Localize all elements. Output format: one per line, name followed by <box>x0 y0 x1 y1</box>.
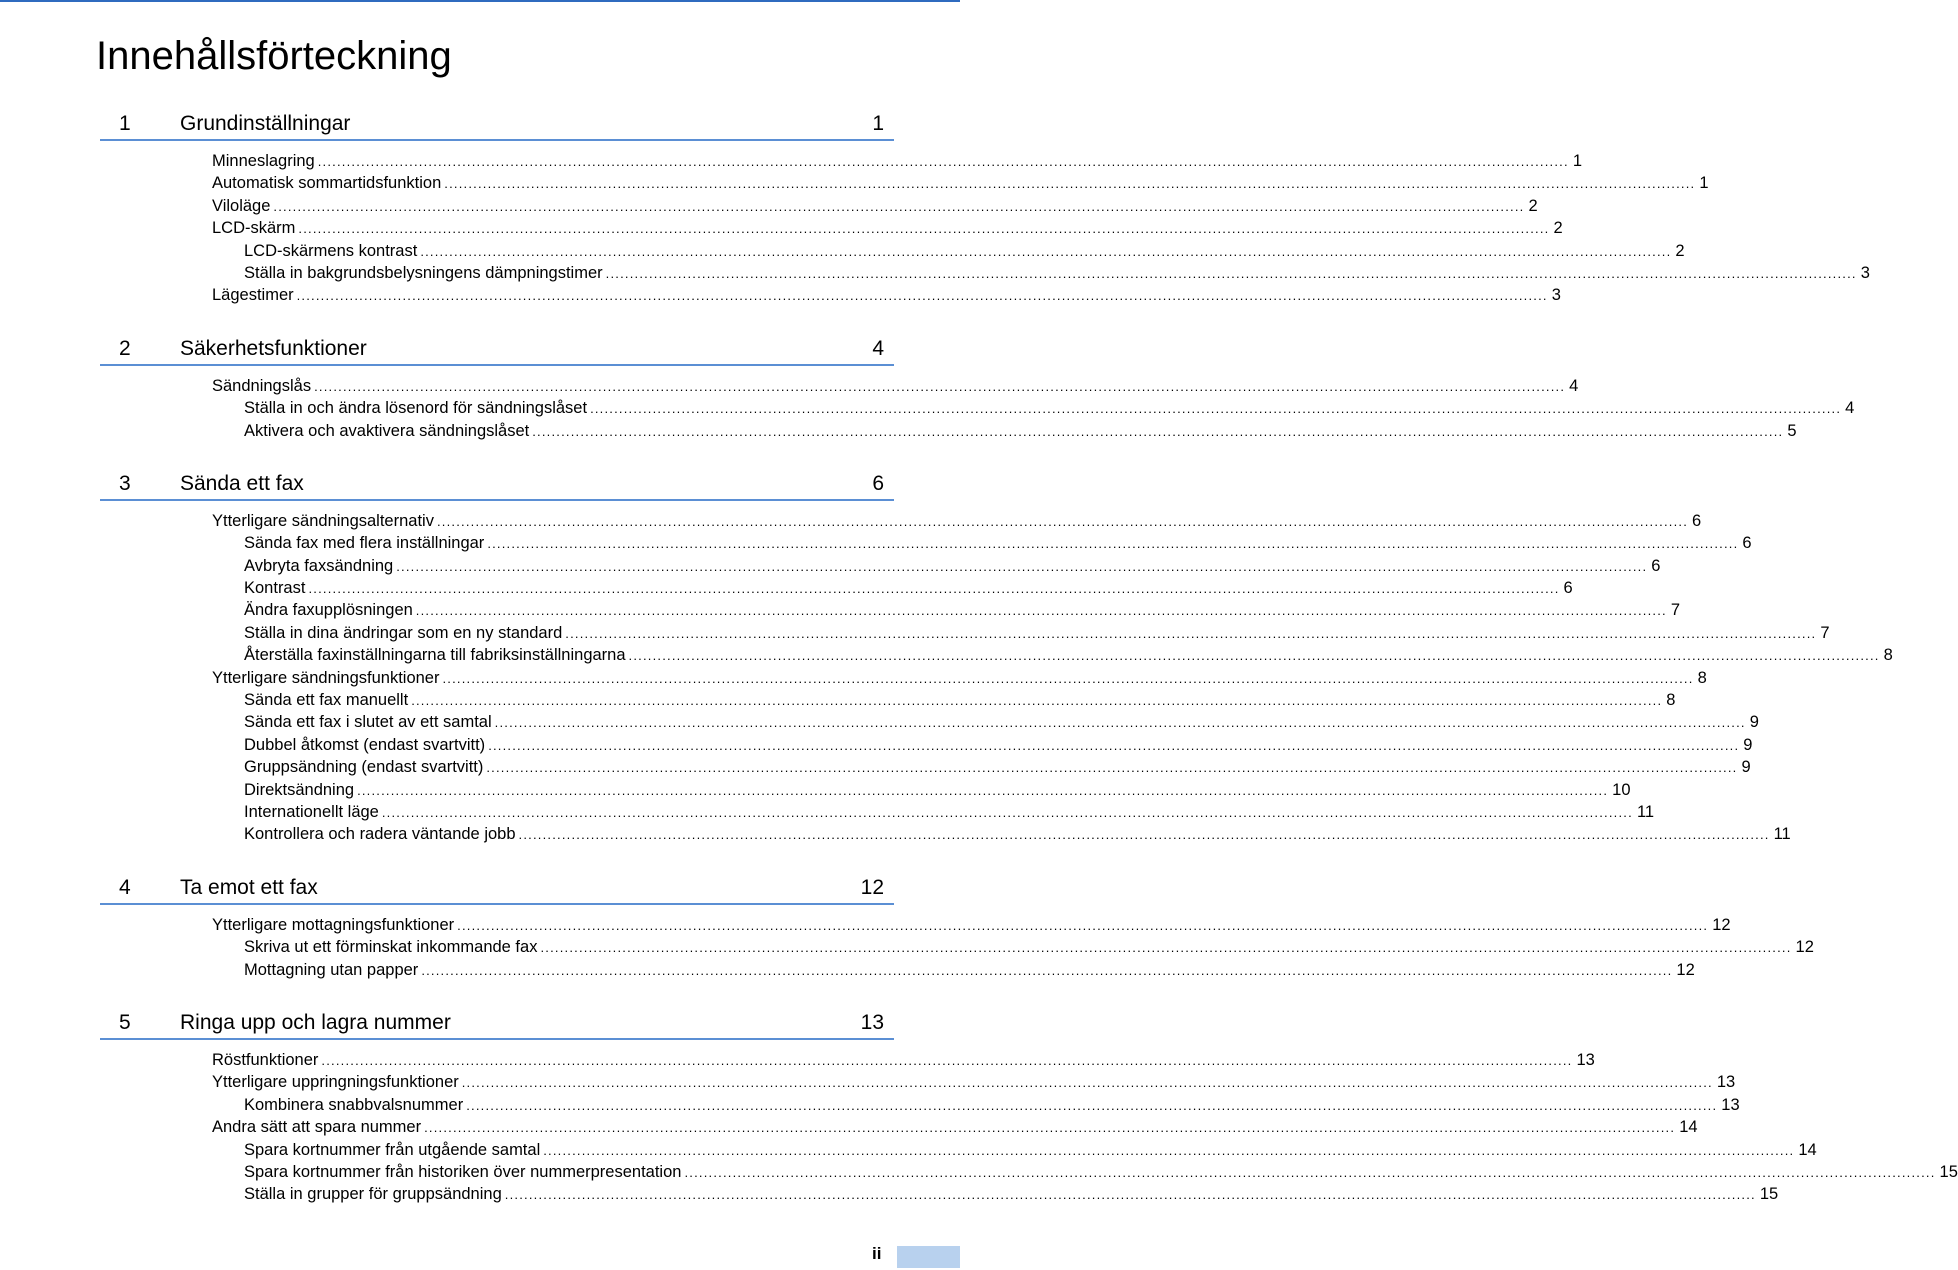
chapter-entries <box>0 510 1893 846</box>
chapter-page-number: 1 <box>872 112 884 135</box>
chapter-title: Ta emot ett fax <box>180 875 318 899</box>
chapter-number: 4 <box>119 875 131 899</box>
toc-subentry[interactable] <box>244 756 1751 778</box>
entry-page-number: 10 <box>1612 780 1631 799</box>
entry-page-number: 4 <box>1569 376 1579 395</box>
entry-page-number: 2 <box>1675 241 1685 260</box>
dot-leader: .................................................................................................................................................................................................................................................................... <box>466 1097 1718 1113</box>
chapter-title: Ringa upp och lagra nummer <box>180 1010 451 1034</box>
entry-title: Automatisk sommartidsfunktion <box>212 174 442 193</box>
toc-subentry[interactable] <box>244 599 1681 621</box>
toc-entry[interactable] <box>212 1116 1698 1138</box>
entry-title: Ställa in grupper för gruppsändning <box>244 1185 502 1204</box>
page-title: Innehållsförteckning <box>96 34 452 78</box>
entry-title: Internationellt läge <box>244 802 379 821</box>
entry-page-number: 6 <box>1651 556 1661 575</box>
entry-page-number: 12 <box>1712 915 1731 934</box>
entry-page-number: 12 <box>1676 960 1695 979</box>
chapter-page-number: 12 <box>860 875 884 899</box>
dot-leader: .................................................................................................................................................................................................................................................................... <box>504 1187 1756 1203</box>
toc-subentry[interactable] <box>244 262 1870 284</box>
dot-leader: .................................................................................................................................................................................................................................................................... <box>628 648 1880 664</box>
chapter-page-number: 6 <box>872 471 884 495</box>
entry-title: Sända fax med flera inställningar <box>244 534 485 553</box>
dot-leader: .................................................................................................................................................................................................................................................................... <box>518 827 1770 843</box>
dot-leader: .................................................................................................................................................................................................................................................................... <box>317 154 1569 169</box>
entry-page-number: 3 <box>1860 263 1870 282</box>
toc-subentry[interactable] <box>244 622 1830 644</box>
dot-leader: .................................................................................................................................................................................................................................................................... <box>421 962 1673 978</box>
top-rule <box>0 0 960 2</box>
toc-subentry[interactable] <box>244 779 1631 801</box>
dot-leader: .................................................................................................................................................................................................................................................................... <box>543 1142 1795 1158</box>
toc-chapter <box>0 100 1870 307</box>
toc-subentry[interactable] <box>244 823 1791 845</box>
entry-page-number: 9 <box>1749 713 1759 732</box>
dot-leader: .................................................................................................................................................................................................................................................................... <box>296 288 1548 304</box>
toc-entry[interactable] <box>212 375 1579 397</box>
entry-title: Ytterligare uppringningsfunktioner <box>212 1073 459 1092</box>
entry-title: Andra sätt att spara nummer <box>212 1118 422 1137</box>
chapter-title: Grundinställningar <box>180 112 351 135</box>
toc-subentry[interactable] <box>244 240 1685 262</box>
entry-page-number: 4 <box>1845 399 1855 418</box>
toc-entry[interactable] <box>212 510 1702 532</box>
toc-entry[interactable] <box>212 217 1563 239</box>
dot-leader: .................................................................................................................................................................................................................................................................... <box>273 198 1525 214</box>
toc-chapter <box>0 325 1855 442</box>
entry-page-number: 1 <box>1699 174 1709 193</box>
entry-page-number: 8 <box>1666 691 1676 710</box>
dot-leader: .................................................................................................................................................................................................................................................................... <box>461 1075 1713 1091</box>
entry-page-number: 13 <box>1721 1095 1740 1114</box>
entry-title: Ställa in dina ändringar som en ny standard <box>244 623 563 642</box>
toc-subentry[interactable] <box>244 397 1855 419</box>
chapter-entries <box>0 1049 1958 1206</box>
entry-title: Viloläge <box>212 196 271 215</box>
chapter-entries <box>0 375 1855 442</box>
dot-leader: .................................................................................................................................................................................................................................................................... <box>396 558 1648 574</box>
entry-page-number: 14 <box>1679 1118 1698 1137</box>
dot-leader: .................................................................................................................................................................................................................................................................... <box>321 1052 1573 1068</box>
entry-title: Spara kortnummer från historiken över nummerpresentation <box>244 1162 682 1181</box>
toc-entry[interactable] <box>212 284 1561 306</box>
dot-leader: .................................................................................................................................................................................................................................................................... <box>532 423 1784 439</box>
toc-subentry[interactable] <box>244 644 1893 666</box>
page-number: ii <box>872 1244 882 1263</box>
entry-title: Direktsändning <box>244 780 355 799</box>
dot-leader: .................................................................................................................................................................................................................................................................... <box>590 401 1842 417</box>
entry-title: Ytterligare mottagningsfunktioner <box>212 915 455 934</box>
toc-chapter <box>0 864 1814 981</box>
dot-leader: .................................................................................................................................................................................................................................................................... <box>415 603 1667 619</box>
entry-title: Skriva ut ett förminskat inkommande fax <box>244 938 538 957</box>
table-of-contents <box>0 100 1958 1206</box>
toc-subentry[interactable] <box>244 959 1695 981</box>
dot-leader: .................................................................................................................................................................................................................................................................... <box>444 176 1696 192</box>
entry-title: Lägestimer <box>212 286 294 305</box>
entry-title: Dubbel åtkomst (endast svartvitt) <box>244 735 486 754</box>
entry-page-number: 14 <box>1798 1140 1817 1159</box>
entry-title: Spara kortnummer från utgående samtal <box>244 1140 541 1159</box>
dot-leader: .................................................................................................................................................................................................................................................................... <box>357 782 1609 798</box>
entry-title: Aktivera och avaktivera sändningslåset <box>244 421 530 440</box>
toc-entry[interactable] <box>212 195 1538 217</box>
entry-page-number: 11 <box>1636 802 1655 821</box>
entry-title: Ändra faxupplösningen <box>244 601 413 620</box>
dot-leader: .................................................................................................................................................................................................................................................................... <box>420 243 1672 259</box>
dot-leader: .................................................................................................................................................................................................................................................................... <box>487 536 1739 552</box>
entry-title: Kontrast <box>244 579 306 598</box>
entry-page-number: 13 <box>1716 1073 1736 1092</box>
entry-title: Sända ett fax i slutet av ett samtal <box>244 713 492 732</box>
entry-page-number: 6 <box>1742 534 1752 553</box>
entry-title: Sändningslås <box>212 376 312 395</box>
entry-title: Röstfunktioner <box>212 1050 319 1069</box>
dot-leader: .................................................................................................................................................................................................................................................................... <box>488 737 1740 753</box>
entry-title: Mottagning utan papper <box>244 960 419 979</box>
entry-page-number: 6 <box>1563 579 1573 598</box>
chapter-heading[interactable] <box>100 100 894 141</box>
entry-title: Gruppsändning (endast svartvitt) <box>244 758 484 777</box>
toc-subentry[interactable] <box>244 555 1661 577</box>
chapter-heading[interactable] <box>100 325 894 366</box>
entry-page-number: 1 <box>1572 152 1582 170</box>
entry-title: Kontrollera och radera väntande jobb <box>244 825 516 844</box>
dot-leader: .................................................................................................................................................................................................................................................................... <box>605 265 1857 281</box>
chapter-heading[interactable] <box>100 999 894 1040</box>
entry-title: Ytterligare sändningsalternativ <box>212 511 434 530</box>
dot-leader: .................................................................................................................................................................................................................................................................... <box>565 625 1817 641</box>
dot-leader: .................................................................................................................................................................................................................................................................... <box>381 804 1633 820</box>
toc-subentry[interactable] <box>244 1139 1817 1161</box>
toc-subentry[interactable] <box>244 420 1797 442</box>
entry-title: Sända ett fax manuellt <box>244 691 409 710</box>
toc-chapter <box>0 999 1958 1206</box>
dot-leader: .................................................................................................................................................................................................................................................................... <box>486 760 1738 776</box>
chapter-page-number: 13 <box>860 1010 884 1034</box>
chapter-page-number: 4 <box>872 336 884 360</box>
toc-subentry[interactable] <box>244 577 1573 599</box>
toc-entry[interactable] <box>212 150 1582 172</box>
entry-page-number: 7 <box>1820 623 1830 642</box>
toc-subentry[interactable] <box>244 936 1814 958</box>
toc-subentry[interactable] <box>244 1183 1779 1205</box>
chapter-number: 3 <box>119 471 131 495</box>
entry-page-number: 12 <box>1795 938 1814 957</box>
entry-page-number: 9 <box>1741 758 1751 777</box>
entry-title: Minneslagring <box>212 152 315 170</box>
entry-title: Ställa in bakgrundsbelysningens dämpningstimer <box>244 263 603 282</box>
toc-entry[interactable] <box>212 1049 1595 1071</box>
entry-page-number: 2 <box>1528 196 1538 215</box>
entry-title: LCD-skärm <box>212 219 296 238</box>
entry-title: Ställa in och ändra lösenord för sändningslåset <box>244 399 588 418</box>
entry-page-number: 13 <box>1576 1050 1595 1069</box>
dot-leader: .................................................................................................................................................................................................................................................................... <box>684 1164 1936 1180</box>
dot-leader: .................................................................................................................................................................................................................................................................... <box>436 513 1689 529</box>
toc-subentry[interactable] <box>244 711 1759 733</box>
entry-page-number: 8 <box>1697 668 1707 687</box>
toc-subentry[interactable] <box>244 1161 1958 1183</box>
chapter-number: 1 <box>119 112 131 135</box>
entry-page-number: 3 <box>1551 286 1561 305</box>
entry-page-number: 15 <box>1939 1162 1958 1181</box>
dot-leader: .................................................................................................................................................................................................................................................................... <box>308 581 1560 597</box>
entry-page-number: 9 <box>1743 735 1753 754</box>
toc-subentry[interactable] <box>244 801 1655 823</box>
entry-page-number: 8 <box>1883 646 1893 665</box>
entry-page-number: 11 <box>1773 825 1791 844</box>
chapter-heading[interactable] <box>100 864 894 905</box>
chapter-number: 5 <box>119 1010 131 1034</box>
dot-leader: .................................................................................................................................................................................................................................................................... <box>457 917 1709 933</box>
chapter-entries <box>0 914 1814 981</box>
toc-subentry[interactable] <box>244 734 1753 756</box>
toc-subentry[interactable] <box>244 689 1676 711</box>
toc-entry[interactable] <box>212 1071 1736 1093</box>
entry-title: Avbryta faxsändning <box>244 556 394 575</box>
entry-page-number: 6 <box>1692 511 1702 530</box>
entry-page-number: 2 <box>1553 219 1563 238</box>
chapter-title: Sända ett fax <box>180 471 304 495</box>
entry-title: LCD-skärmens kontrast <box>244 241 418 260</box>
dot-leader: .................................................................................................................................................................................................................................................................... <box>424 1120 1676 1136</box>
entry-page-number: 7 <box>1670 601 1681 620</box>
page-tab-marker <box>897 1246 960 1268</box>
dot-leader: .................................................................................................................................................................................................................................................................... <box>540 940 1792 956</box>
entry-title: Ytterligare sändningsfunktioner <box>212 668 440 687</box>
dot-leader: .................................................................................................................................................................................................................................................................... <box>494 715 1746 731</box>
dot-leader: .................................................................................................................................................................................................................................................................... <box>298 221 1550 237</box>
entry-page-number: 15 <box>1759 1185 1779 1204</box>
dot-leader: .................................................................................................................................................................................................................................................................... <box>442 670 1694 686</box>
entry-title: Kombinera snabbvalsnummer <box>244 1095 464 1114</box>
chapter-heading[interactable] <box>100 460 894 501</box>
dot-leader: .................................................................................................................................................................................................................................................................... <box>411 693 1663 709</box>
chapter-number: 2 <box>119 336 131 360</box>
dot-leader: .................................................................................................................................................................................................................................................................... <box>314 378 1566 394</box>
chapter-entries <box>0 150 1870 307</box>
entry-title: Återställa faxinställningarna till fabriksinställningarna <box>244 646 626 665</box>
toc-entry[interactable] <box>212 667 1707 689</box>
toc-subentry[interactable] <box>244 1094 1740 1116</box>
chapter-title: Säkerhetsfunktioner <box>180 336 367 360</box>
toc-chapter <box>0 460 1893 846</box>
entry-page-number: 5 <box>1787 421 1797 440</box>
toc-entry[interactable] <box>212 914 1731 936</box>
toc-subentry[interactable] <box>244 532 1752 554</box>
toc-entry[interactable] <box>212 172 1709 194</box>
